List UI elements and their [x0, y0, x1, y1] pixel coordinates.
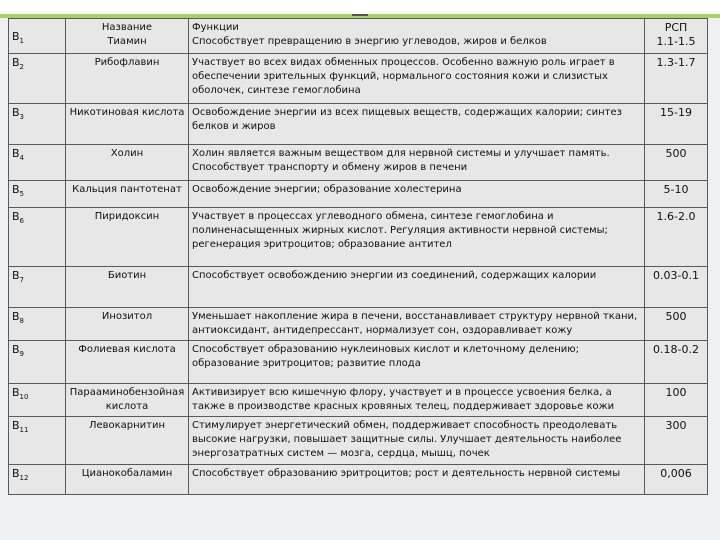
name-cell: Инозитол — [66, 308, 189, 341]
vitamin-cell: $B_8$ — [9, 308, 66, 341]
table-row — [9, 465, 708, 495]
rsp-cell: 0.03-0.1 — [645, 267, 708, 308]
table-row — [9, 384, 708, 417]
name-cell: Биотин — [66, 267, 189, 308]
vitamin-cell: $B_3$ — [9, 104, 66, 145]
table-row — [9, 208, 708, 267]
table-row — [9, 267, 708, 308]
rsp-cell: 0,006 — [645, 465, 708, 495]
vitamins-table-body — [9, 19, 708, 495]
name-cell: Кальция пантотенат — [66, 181, 189, 208]
name-cell: Холин — [66, 145, 189, 181]
vitamin-cell: $B_{10}$ — [9, 384, 66, 417]
header-rsp-label: РСП — [664, 21, 688, 34]
function-cell: Способствует образованию нуклеиновых кислот и клеточному делению; образование эритроцитов; развитие плода — [189, 341, 645, 384]
vitamin-cell: $B_{12}$ — [9, 465, 66, 495]
vitamin-cell: $B_7$ — [9, 267, 66, 308]
rsp-cell: 15-19 — [645, 104, 708, 145]
function-cell: Холин является важным веществом для нервной системы и улучшает память. Способствует транспорту и обмену жиров в печени — [189, 145, 645, 181]
table-row — [9, 104, 708, 145]
vitamin-cell: $B_5$ — [9, 181, 66, 208]
slide-top-band — [0, 0, 720, 14]
table-row — [9, 145, 708, 181]
rsp-cell: 5-10 — [645, 181, 708, 208]
rsp-cell: 1.3-1.7 — [645, 54, 708, 104]
rsp-cell: 0.18-0.2 — [645, 341, 708, 384]
function-cell: Участвует во всех видах обменных процессов. Особенно важную роль играет в обеспечении зрительных функций, нормального состояния кожи и слизистых оболочек, синтезе гемоглобина — [189, 54, 645, 104]
table-row — [9, 341, 708, 384]
table-row — [9, 19, 708, 54]
header-function-label: Функции — [192, 22, 239, 33]
header-name-label: Название — [101, 22, 153, 33]
name-cell: Рибофлавин — [66, 54, 189, 104]
function-cell: Способствует образованию эритроцитов; рост и деятельность нервной системы — [189, 465, 645, 495]
rsp-cell: 100 — [645, 384, 708, 417]
vitamin-cell: $B_6$ — [9, 208, 66, 267]
name-cell: Левокарнитин — [66, 417, 189, 465]
vitamin-cell: $B_{11}$ — [9, 417, 66, 465]
slide-top-marker — [352, 14, 368, 16]
table-row — [9, 181, 708, 208]
table-row — [9, 417, 708, 465]
table-row — [9, 54, 708, 104]
function-cell: Стимулирует энергетический обмен, поддерживает способность преодолевать высокие нагрузки, повышает защитные силы. Улучшает деятельность наиболее энергозатратных систем — мозга, сердца, мышц, почек — [189, 417, 645, 465]
vitamins-table — [8, 18, 708, 495]
name-cell: Название Тиамин — [66, 19, 189, 54]
vitamin-cell: $B_1$ — [9, 19, 66, 54]
rsp-cell: 500 — [645, 145, 708, 181]
vitamin-cell: $B_2$ — [9, 54, 66, 104]
table-row — [9, 308, 708, 341]
rsp-cell: 300 — [645, 417, 708, 465]
vitamin-cell: $B_9$ — [9, 341, 66, 384]
function-cell: Способствует освобождению энергии из соединений, содержащих калории — [189, 267, 645, 308]
name-cell: Фолиевая кислота — [66, 341, 189, 384]
function-cell: Освобождение энергии; образование холестерина — [189, 181, 645, 208]
name-cell: Парааминобензойная кислота — [66, 384, 189, 417]
rsp-cell: 1.6-2.0 — [645, 208, 708, 267]
name-cell: Пиридоксин — [66, 208, 189, 267]
function-cell: Функции Способствует превращению в энергию углеводов, жиров и белков — [189, 19, 645, 54]
vitamin-cell: $B_4$ — [9, 145, 66, 181]
function-cell: Уменьшает накопление жира в печени, восстанавливает структуру нервной ткани, антиоксидант, антидепрессант, нормализует сон, оздоравливает кожу — [189, 308, 645, 341]
function-cell: Активизирует всю кишечную флору, участвует и в процессе усвоения белка, а также в производстве красных кровяных телец, поддерживает здоровье кожи — [189, 384, 645, 417]
function-cell: Освобождение энергии из всех пищевых веществ, содержащих калории; синтез белков и жиров — [189, 104, 645, 145]
rsp-cell: РСП 1.1-1.5 — [645, 19, 708, 54]
name-cell: Никотиновая кислота — [66, 104, 189, 145]
name-cell: Цианокобаламин — [66, 465, 189, 495]
rsp-cell: 500 — [645, 308, 708, 341]
function-cell: Участвует в процессах углеводного обмена, синтезе гемоглобина и полиненасыщенных жирных кислот. Регуляция активности нервной системы; регенерация эритроцитов; образование антител — [189, 208, 645, 267]
